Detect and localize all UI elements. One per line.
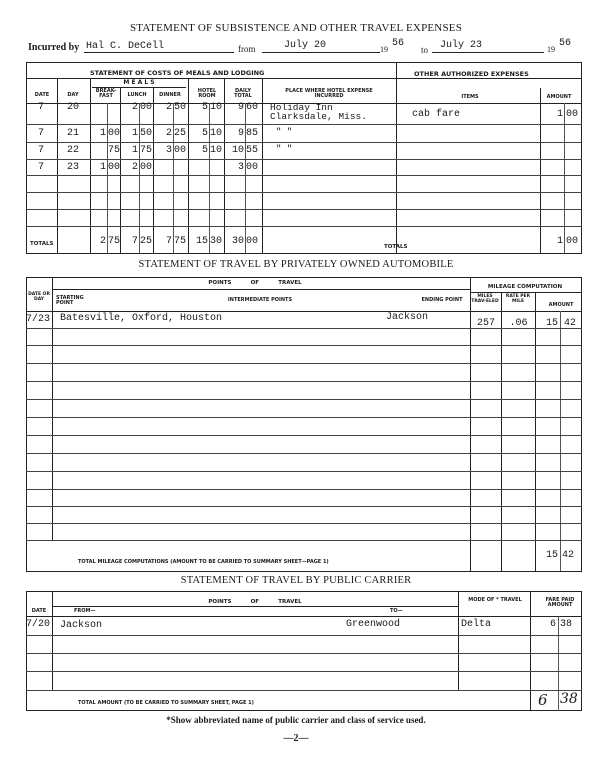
meals-section-heading: STATEMENT OF COSTS OF MEALS AND LODGING <box>90 69 265 77</box>
total-daily-cents[interactable]: 00 <box>246 236 259 247</box>
dinner-cents[interactable]: 25 <box>174 128 187 139</box>
breakfast-cents[interactable]: 00 <box>108 162 121 173</box>
footnote: *Show abbreviated name of public carrier and class of service used. <box>166 715 426 725</box>
place-line-2[interactable]: Clarksdale, Miss. <box>270 111 367 122</box>
from-date[interactable]: July 20 <box>284 40 327 51</box>
total-dinner-cents[interactable]: 75 <box>174 236 187 247</box>
carrier-row-amount-cents[interactable]: 38 <box>560 619 573 630</box>
incurred-by-name[interactable]: Hal C. DeCell <box>86 41 165 52</box>
breakfast-dollars[interactable]: 1 <box>99 128 106 139</box>
auto-row-end[interactable]: Jackson <box>386 312 429 323</box>
breakfast-dollars[interactable]: 1 <box>99 162 106 173</box>
hotel-dollars[interactable]: 5 <box>201 145 208 156</box>
hotel-cents[interactable]: 10 <box>210 102 223 113</box>
daily-dollars[interactable]: 9 <box>237 102 244 113</box>
lunch-dollars[interactable]: 2 <box>131 102 138 113</box>
to-year-prefix: 19 <box>547 45 555 54</box>
lunch-dollars[interactable]: 1 <box>131 145 138 156</box>
breakfast-cents[interactable]: 75 <box>108 145 121 156</box>
auto-total-label: TOTAL MILEAGE COMPUTATIONS (AMOUNT TO BE CARRIED TO SUMMARY SHEET—PAGE 1) <box>78 559 329 565</box>
place-ditto[interactable]: " " <box>276 144 293 154</box>
dinner-cents[interactable]: 50 <box>174 102 187 113</box>
breakfast-cents[interactable]: 00 <box>108 128 121 139</box>
total-breakfast-dollars[interactable]: 2 <box>99 236 106 247</box>
dinner-dollars[interactable]: 2 <box>165 128 172 139</box>
lunch-cents[interactable]: 00 <box>140 102 153 113</box>
meals-totals-label: TOTALS <box>30 241 54 247</box>
lunch-cents[interactable]: 50 <box>140 128 153 139</box>
to-year-suffix[interactable]: 56 <box>559 38 572 49</box>
total-lunch-dollars[interactable]: 7 <box>131 236 138 247</box>
meals-row-day[interactable]: 23 <box>66 162 79 173</box>
total-hotel-cents[interactable]: 30 <box>210 236 223 247</box>
incurred-by-label: Incurred by <box>28 42 80 53</box>
carrier-col-fare: FARE PAID AMOUNT <box>545 597 575 608</box>
auto-col-rate: RATE PER MILE <box>505 294 531 304</box>
meals-row-date[interactable]: 7 <box>37 162 44 173</box>
auto-row-date[interactable]: 7/23 <box>26 314 51 325</box>
meals-label: M E A L S <box>123 79 155 86</box>
auto-row-rate[interactable]: .06 <box>509 318 528 329</box>
carrier-row-mode[interactable]: Delta <box>461 619 492 630</box>
col-date: DATE <box>34 92 50 98</box>
meals-row-date[interactable]: 7 <box>37 128 44 139</box>
to-label: to <box>421 45 429 55</box>
auto-total-cents[interactable]: 42 <box>562 550 575 561</box>
hotel-dollars[interactable]: 5 <box>201 128 208 139</box>
from-year-prefix: 19 <box>380 45 388 54</box>
form-title: STATEMENT OF SUBSISTENCE AND OTHER TRAVEL EXPENSES <box>129 22 463 34</box>
daily-dollars[interactable]: 9 <box>237 128 244 139</box>
carrier-row-amount-dollars[interactable]: 6 <box>549 619 556 630</box>
total-breakfast-cents[interactable]: 75 <box>108 236 121 247</box>
carrier-row-from[interactable]: Jackson <box>60 620 103 631</box>
other-amount-cents[interactable]: 00 <box>566 109 579 120</box>
carrier-total-cents[interactable]: 38 <box>560 691 578 707</box>
carrier-section-title: STATEMENT OF TRAVEL BY PUBLIC CARRIER <box>180 575 412 586</box>
other-item[interactable]: cab fare <box>412 109 461 120</box>
other-total-cents[interactable]: 00 <box>566 236 579 247</box>
col-dinner: DINNER <box>159 92 181 98</box>
daily-dollars[interactable]: 10 <box>231 145 244 156</box>
col-lunch: LUNCH <box>127 92 147 98</box>
carrier-col-from: FROM— <box>74 608 96 614</box>
total-daily-dollars[interactable]: 30 <box>231 236 244 247</box>
auto-col-intermediate: INTERMEDIATE POINTS <box>227 297 293 303</box>
auto-mileage-label: MILEAGE COMPUTATION <box>487 284 563 290</box>
col-daily: DAILY TOTAL <box>234 88 252 99</box>
daily-cents[interactable]: 85 <box>246 128 259 139</box>
total-lunch-cents[interactable]: 25 <box>140 236 153 247</box>
hotel-cents[interactable]: 10 <box>210 128 223 139</box>
total-hotel-dollars[interactable]: 15 <box>195 236 208 247</box>
total-dinner-dollars[interactable]: 7 <box>165 236 172 247</box>
lunch-dollars[interactable]: 1 <box>131 128 138 139</box>
carrier-col-mode: MODE OF * TRAVEL <box>468 597 522 603</box>
dinner-dollars[interactable]: 3 <box>165 145 172 156</box>
other-totals-label: TOTALS <box>384 244 408 250</box>
dinner-dollars[interactable]: 2 <box>165 102 172 113</box>
meals-row-day[interactable]: 21 <box>66 128 79 139</box>
dinner-cents[interactable]: 00 <box>174 145 187 156</box>
col-place: PLACE WHERE HOTEL EXPENSE INCURRED <box>285 88 373 99</box>
place-ditto[interactable]: " " <box>276 127 293 137</box>
meals-row-date[interactable]: 7 <box>37 145 44 156</box>
auto-col-ending: ENDING POINT <box>421 297 463 303</box>
lunch-dollars[interactable]: 2 <box>131 162 138 173</box>
carrier-points-of-travel: POINTS OF TRAVEL <box>208 599 302 605</box>
auto-col-amount: AMOUNT <box>548 302 574 308</box>
auto-row-start[interactable]: Batesville, Oxford, Houston <box>60 313 223 324</box>
other-total-dollars[interactable]: 1 <box>556 236 563 247</box>
from-year-suffix[interactable]: 56 <box>392 38 405 49</box>
col-amount: AMOUNT <box>546 94 572 100</box>
auto-row-amount-cents[interactable]: 42 <box>564 318 577 329</box>
daily-dollars[interactable]: 3 <box>237 162 244 173</box>
auto-col-start: STARTING POINT <box>56 295 84 306</box>
auto-points-of-travel: POINTS OF TRAVEL <box>208 280 302 286</box>
carrier-total-label: TOTAL AMOUNT (TO BE CARRIED TO SUMMARY SHEET, PAGE 1) <box>78 700 254 706</box>
col-items: ITEMS <box>461 94 479 100</box>
meals-row-date[interactable]: 7 <box>37 102 44 113</box>
from-label: from <box>238 44 256 54</box>
carrier-row-date[interactable]: 7/20 <box>26 619 51 630</box>
other-amount-dollars[interactable]: 1 <box>556 109 563 120</box>
auto-row-amount-dollars[interactable]: 15 <box>545 318 558 329</box>
carrier-row-to[interactable]: Greenwood <box>346 619 401 630</box>
hotel-cents[interactable]: 10 <box>210 145 223 156</box>
auto-col-miles: MILES TRAV-ELED <box>471 294 499 304</box>
daily-cents[interactable]: 60 <box>246 102 259 113</box>
place-line-1[interactable]: Holiday Inn <box>270 102 333 113</box>
carrier-total-dollars[interactable]: 6 <box>538 691 548 709</box>
page-number: —2— <box>283 733 309 744</box>
daily-cents[interactable]: 00 <box>246 162 259 173</box>
lunch-cents[interactable]: 75 <box>140 145 153 156</box>
auto-row-miles[interactable]: 257 <box>476 318 495 329</box>
auto-col-date: DATE OR DAY <box>28 292 50 302</box>
carrier-col-to: TO— <box>390 608 403 614</box>
auto-section-title: STATEMENT OF TRAVEL BY PRIVATELY OWNED AUTOMOBILE <box>138 259 454 270</box>
meals-row-day[interactable]: 20 <box>66 102 79 113</box>
auto-total-dollars[interactable]: 15 <box>545 550 558 561</box>
to-date[interactable]: July 23 <box>440 40 483 51</box>
daily-cents[interactable]: 55 <box>246 145 259 156</box>
col-breakfast: BREAK-FAST <box>95 88 117 99</box>
other-expenses-heading: OTHER AUTHORIZED EXPENSES <box>414 70 529 78</box>
lunch-cents[interactable]: 00 <box>140 162 153 173</box>
col-day: DAY <box>67 92 79 98</box>
carrier-col-date: DATE <box>31 608 47 614</box>
col-hotel: HOTEL ROOM <box>197 88 217 99</box>
meals-row-day[interactable]: 22 <box>66 145 79 156</box>
hotel-dollars[interactable]: 5 <box>201 102 208 113</box>
